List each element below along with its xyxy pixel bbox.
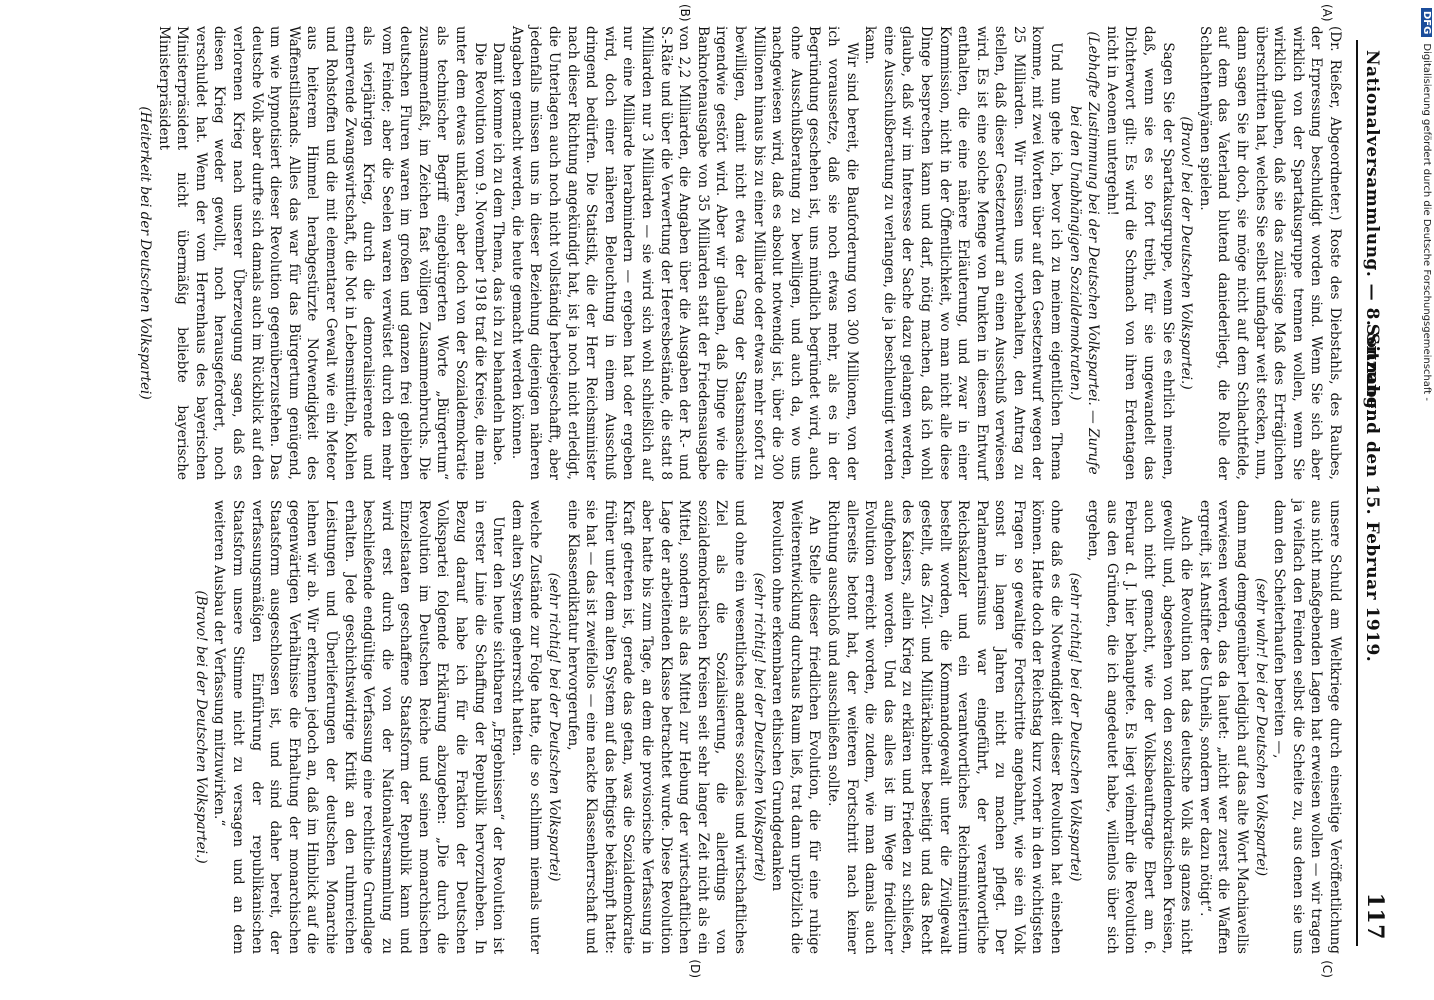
left-column xyxy=(49,4,1344,480)
margin-marker-d: (D) xyxy=(688,959,702,978)
page-number: 117 xyxy=(1362,892,1388,940)
paragraph: Sagen Sie der Spartakusgruppe, wenn Sie es ehrlich meinen, daß, wenn sie es so fort treibt, für sie ungewandelt das Dichterwort gilt: Es wird die Schmach von ihren Erdentagen nicht in Aeonen untergehn! xyxy=(1103,26,1176,480)
paragraph: und ohne ein wesentliches anderes soziales und wirtschaftliches Ziel als die Sozialisierung, die allerdings von sozialdemokratischen Kreisen seit sehr langer Zeit nicht als ein Mittel, sondern als das Mittel zur Hebung der wirtschaftlichen Lage der arbeitenden Klasse betrachtet wurde. Diese Revolution aber hatte bis zum Tage, an dem die provisorische Verfassung in Kraft getreten ist, gerade das getan, was die Sozialdemokratie früher unter dem alten System auf das heftigste bekämpft hatte: sie hat — das ist zweifellos — eine nackte Klassenherrschaft und eine Klassendiktatur hervorgerufen, xyxy=(564,500,748,954)
paragraph: An Stelle dieser friedlichen Evolution, die für eine ruhige Weiterentwicklung durchaus Raum ließ, trat dann urplötzlich die Revolution ohne erkennbaren ethischen Grundgedanken xyxy=(769,500,823,954)
credit-text: Digitalisierung gefördert durch die Deutsche Forschungsgemeinschaft - xyxy=(1421,43,1432,401)
digitization-credit xyxy=(1412,8,1432,998)
interjection: (sehr richtig! bei der Deutschen Volkspartei) xyxy=(750,572,767,882)
interjection: (Lebhafte Zustimmung bei der Deutschen Volkspartei. — Zurufe bei den Unabhängigen Sozialdemokraten.) xyxy=(1066,31,1102,475)
paragraph: (Dr. Rießer, Abgeordneter.) Roste des Diebstahls, des Raubes, der Erpressung beschuldigt worden sind. Wenn Sie sich aber wirklich von der Spartakusgruppe trennen wollen, wenn Sie wirklich glauben, daß sie das zulässige Maß des Erträglichen überschritten hat, welches Sie selbst unfagbar weit stecken, nun, dann sagen Sie ihr doch, sie möge nicht auf dem Schlachtfelde, auf dem das Vaterland blutend daniederliegt, die Rolle der Schlachtenhyänen spielen. xyxy=(1196,26,1343,480)
margin-marker-a: (A) xyxy=(1320,4,1334,22)
margin-marker-b: (B) xyxy=(678,4,692,22)
header-date: Sonnabend den 15. Februar 1919. xyxy=(1362,323,1382,663)
page-header xyxy=(1356,40,1388,946)
paragraph: Auch die Revolution hat das deutsche Volk als ganzes nicht gewollt und, abgesehen von den sozialdemokratischen Kreisen, auch nicht gemacht, wie der Volksbeauftragte Ebert am 6. Februar d. J. hier behauptete. Es liegt vielmehr die Revolution aus den Gründen, die ich angedeutet habe, willenlos über sich ergehen, xyxy=(1085,500,1195,954)
paragraph: Die Revolution vom 9. November 1918 traf die Kreise, die man unter dem etwas unklaren, aber doch von der Sozialdemokratie als technischer Begriff eingebürgerten Worte „Bürgertum“ zusammenfaßt, im Zeichen fast völligen Zusammenbruchs. Die deutschen Fluren waren im großen und ganzen frei geblieben vom Feinde; aber die Seelen waren verwüstet durch den mehr als vierjährigen Krieg, durch die demoralisierende und entnervende Zwangswirtschaft, die Not in Lebensmitteln, Kohlen und Rohstoffen und die mit elementarer Gewalt wie ein Meteor aus heiterem Himmel herabgestürzte Notwendigkeit des Waffenstillstands. Alles das war für das Bürgertum genügend, um wie hypnotisiert dieser Revolution gegenüberzustehen. Das deutsche Volk aber durfte sich damals auch im Rückblick auf den verlorenen Krieg nach unserer Überzeugung sagen, daß es diesen Krieg weder gewollt, noch herausgefordert, noch verschuldet hat. Wenn der vom Herrenhaus des bayerischen Ministerpräsident nicht übermäßig beliebte bayerische Ministerpräsident xyxy=(155,26,488,480)
interjection: (Heiterkeit bei der Deutschen Volkspartei) xyxy=(137,106,153,400)
paragraph: ohne daß es die Notwendigkeit dieser Revolution hat einsehen können. Hatte doch der Reichstag kurz vorher in den wichtigsten Fragen so gewaltige Fortschritte angebahnt, wie sie ein Volk sonst in langen Jahren nicht zu machen pflegt. Der Parlamentarismus war eingeführt, der verantwortliche Reichskanzler und ein verantwortliches Reichsministerium bestellt worden, die Kommandogewalt unter die Zivilgewalt gestellt, das Zivil- und Militärkabinett beseitigt und das Recht des Kaisers, allein Krieg zu erklären und Frieden zu schließen, aufgehoben worden. Und das alles ist im Wege friedlicher Evolution erreicht worden, die zudem, wie man damals auch allerseits betont hat, der weiteren Fortschritt nach keiner Richtung ausschloß und ausschließen sollte. xyxy=(824,500,1065,954)
interjection: (sehr wahr! bei der Deutschen Volkspartei) xyxy=(1252,577,1269,877)
newspaper-page xyxy=(29,0,1434,980)
interjection: (sehr richtig! bei der Deutschen Volkspartei) xyxy=(546,572,563,882)
paragraph: dann mag demgegenüber lediglich auf das alte Wort Machiavellis verwiesen werden, das da lautet: „nicht wer zuerst die Waffen ergreift, ist Anstifter des Unheils, sondern wer dazu nötigt“. xyxy=(1196,500,1251,954)
right-column xyxy=(49,500,1344,978)
margin-marker-c: (C) xyxy=(1320,960,1334,978)
header-session: Nationalversammlung. — 8. Sitzung. xyxy=(1362,50,1382,416)
paragraph: Unter den heute sichtbaren „Ergebnissen“ der Revolution ist in erster Linie die Schaffung der Republik hervorzuheben. In Bezug darauf habe ich für die Fraktion der Deutschen Volkspartei folgende Erklärung abzugeben: „Die durch die Revolution im Deutschen Reiche und seinen monarchischen Einzelstaaten geschaffene Staatsform der Republik kann und wird erst durch die von der Nationalversammlung zu beschließende endgültige Verfassung eine rechtliche Grundlage erhalten. Jede geschichtswidrige Kritik an den ruhmreichen Leistungen und Überlieferungen der deutschen Monarchie lehnen wir ab. Wir erkennen jedoch an, daß im Hinblick auf die gegenwärtigen Verhältnisse die Erhaltung der monarchischen Staatsform ausgeschlossen ist, und sind daher bereit, der verfassungsmäßigen Einführung der republikanischen Staatsform unsere Stimme nicht zu versagen und an dem weiteren Ausbau der Verfassung mitzuwirken.“ xyxy=(211,500,507,954)
text-columns xyxy=(49,4,1344,978)
paragraph: Wir sind bereit, die Bauforderung von 300 Millionen, von der ich voraussetze, daß sie noch etwas mehr, als es in der Begründung geschehen ist, uns mündlich begründet wird, auch ohne Ausschußberatung zu bewilligen, und auch da, wo uns nachgewiesen wird, daß es absolut notwendig ist, über die 300 Millionen hinaus bis zu einer Milliarde oder etwas mehr sofort zu bewilligen, damit nicht etwa der Gang der Staatsmaschine irgendwie gestört wird. Aber wir glauben, daß Dinge wie die Banknotenausgabe von 35 Milliarden statt der Friedensausgabe von 2,2 Milliarden, die Angaben über die Ausgaben der R.- und S.-Räte und über die Verwertung der Heeresbestände, die statt 8 Milliarden nur 3 Milliarden — sie wird sich wohl schließlich auf nur eine Milliarde herabmindern — ergeben hat oder ergeben wird, doch einer näheren Beleuchtung in einem Ausschuß dringend bedürfen. Die Statistik, die der Herr Reichsminister nach dieser Richtung angekündigt hat, ist ja noch nicht erledigt, die Unterlagen auch noch nicht vollständig herbeigeschafft, aber jedenfalls müssen uns in dieser Beziehung diejenigen näheren Angaben gemacht werden, die heute gemacht werden können. xyxy=(508,26,860,480)
paragraph: Und nun gehe ich, bevor ich zu meinem eigentlichen Thema komme, mit zwei Worten über auf den Gesetzentwurf wegen der 25 Milliarden. Wir müssen uns vorbehalten, den Antrag zu stellen, daß dieser Gesetzentwurf an einen Ausschuß verwiesen wird. Es ist eine solche Menge von Punkten in diesem Entwurf enthalten, die eine nähere Erläuterung, und zwar in einer Kommission, nicht in der Öffentlichkeit, wo man nicht alle diese Dinge besprechen kann und darf, nötig machen, daß ich wohl glaube, daß wir im Interesse der Sache dazu gelangen werden, eine Ausschußberatung zu verlangen, die ja beschleunigt werden kann. xyxy=(862,26,1065,480)
interjection: (Bravo! bei der Deutschen Volkspartei.) xyxy=(1178,116,1195,390)
dfg-logo: DFG xyxy=(1421,8,1432,37)
paragraph: Damit komme ich zu dem Thema, das ich zu behandeln habe. xyxy=(490,42,507,466)
paragraph: welche Zustände zur Folge hatte, die so schlimm niemals unter dem alten System geherrscht hatten. xyxy=(508,500,544,954)
paragraph: unsere Schuld am Weltkriege durch einseitige Veröffentlichung aus nicht maßgebenden Lagen hat erweisen wollen — wir tragen ja vielfach den Feinden selbst die Scheite zu, aus denen sie uns dann den Scheiterhaufen bereiten —, xyxy=(1271,500,1343,954)
interjection: (sehr richtig! bei der Deutschen Volkspartei) xyxy=(1066,572,1083,882)
interjection: (Bravo! bei der Deutschen Volkspartei.) xyxy=(192,590,209,864)
